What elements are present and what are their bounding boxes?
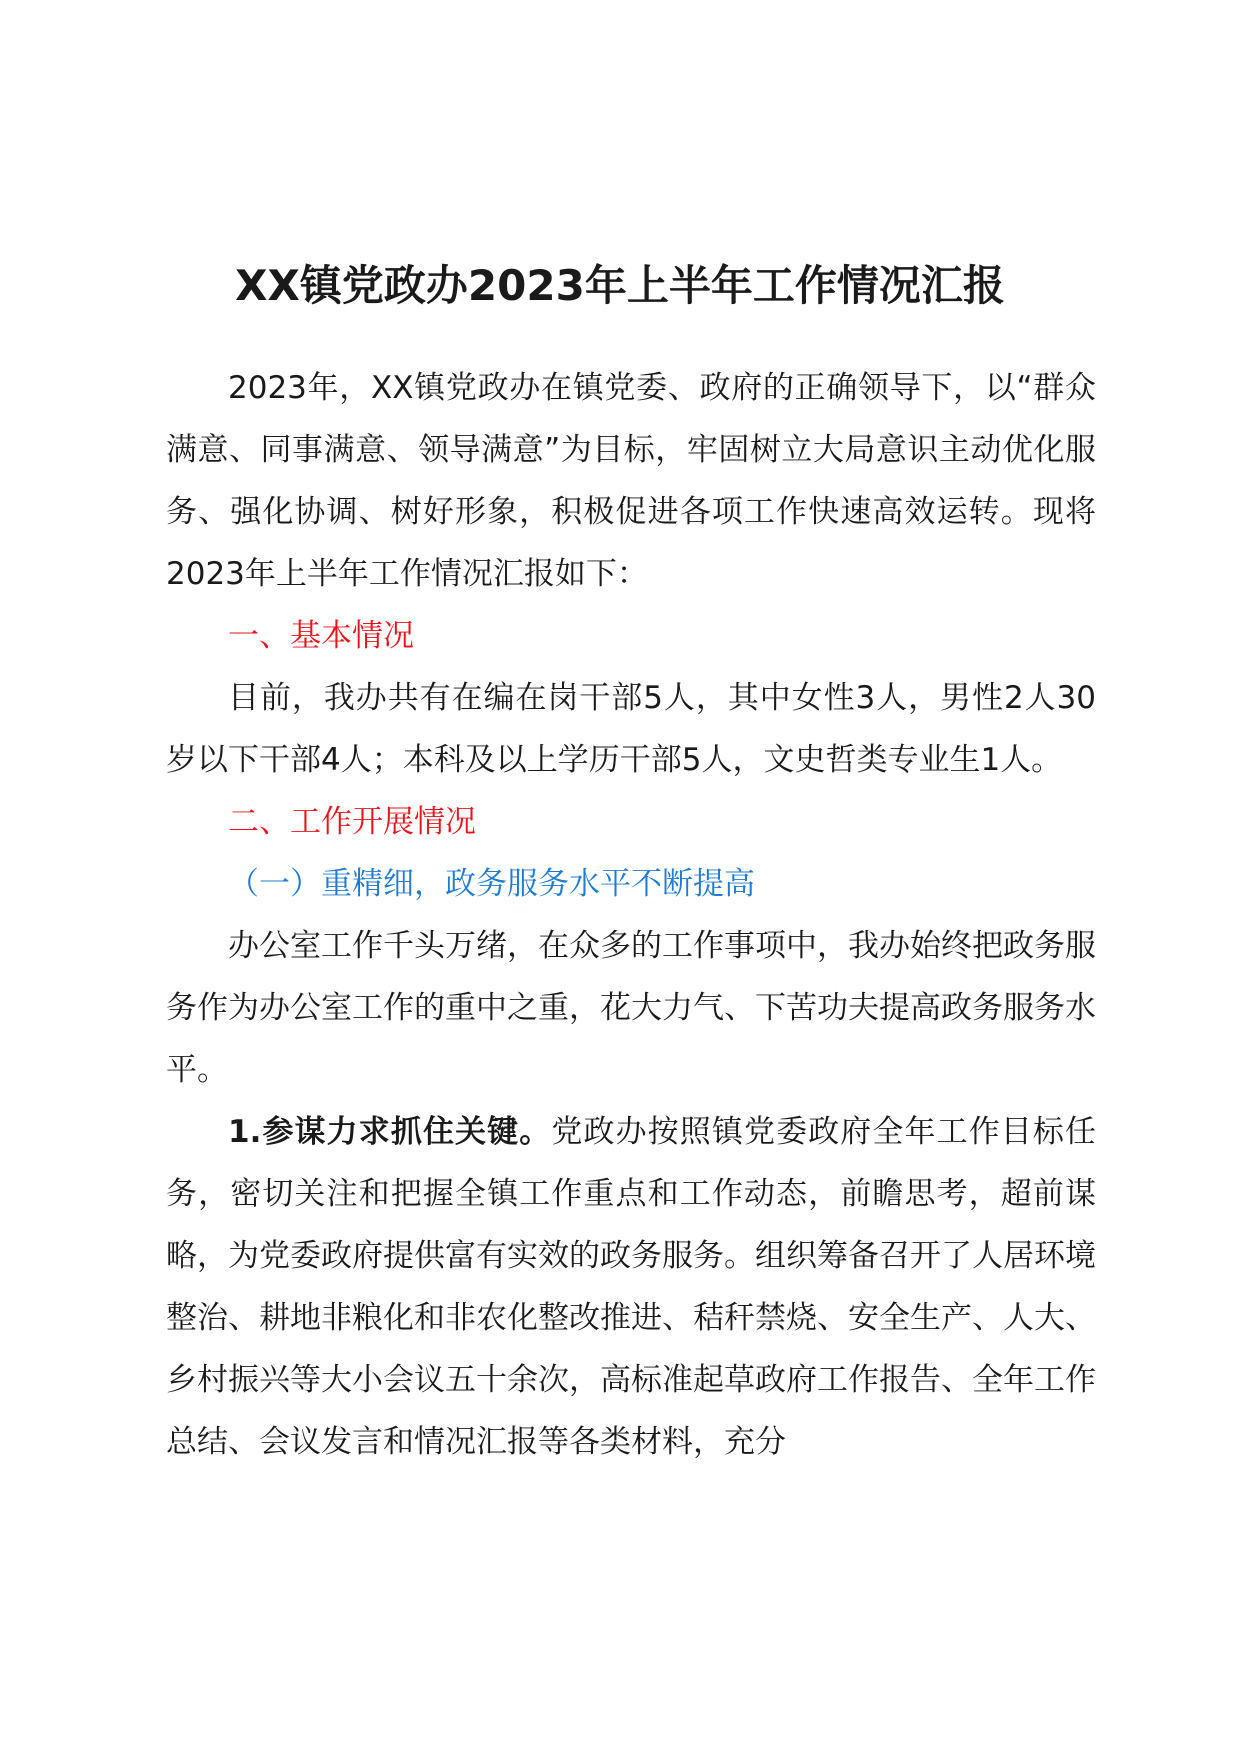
item-lead: 1.参谋力求抓住关键。 — [228, 1114, 552, 1150]
item-text: 党政办按照镇党委政府全年工作目标任务，密切关注和把握全镇工作重点和工作动态，前瞻思考，超前谋略，为党委政府提供富有实效的政务服务。组织筹备召开了人居环境整治、耕地非粮化和非农化整改推进、秸秆禁烧、安全生产、人大、乡村振兴等大小会议五十余次，高标准起草政府工作报告、全年工作总结、会议发言和情况汇报等各类材料，充分 — [166, 1114, 1096, 1460]
document-title: XX镇党政办2023年上半年工作情况汇报 — [235, 261, 1005, 310]
subsection-paragraph: 办公室工作千头万绪，在众多的工作事项中，我办始终把政务服务作为办公室工作的重中之重，花大力气、下苦功夫提高政务服务水平。 — [166, 928, 1096, 1088]
intro-paragraph: 2023年，XX镇党政办在镇党委、政府的正确领导下，以“群众满意、同事满意、领导满意”为目标，牢固树立大局意识主动优化服务、强化协调、树好形象，积极促进各项工作快速高效运转。现将2023年上半年工作情况汇报如下： — [166, 370, 1096, 592]
section-heading-basic: 一、基本情况 — [228, 618, 414, 654]
document-body — [166, 357, 1096, 1473]
item-paragraph — [166, 1101, 1096, 1473]
section-basic-paragraph: 目前，我办共有在编在岗干部5人，其中女性3人，男性2人30岁以下干部4人；本科及以上学历干部5人，文史哲类专业生1人。 — [166, 680, 1096, 778]
section-heading-work: 二、工作开展情况 — [228, 804, 476, 840]
subsection-heading: （一）重精细，政务服务水平不断提高 — [228, 866, 755, 902]
